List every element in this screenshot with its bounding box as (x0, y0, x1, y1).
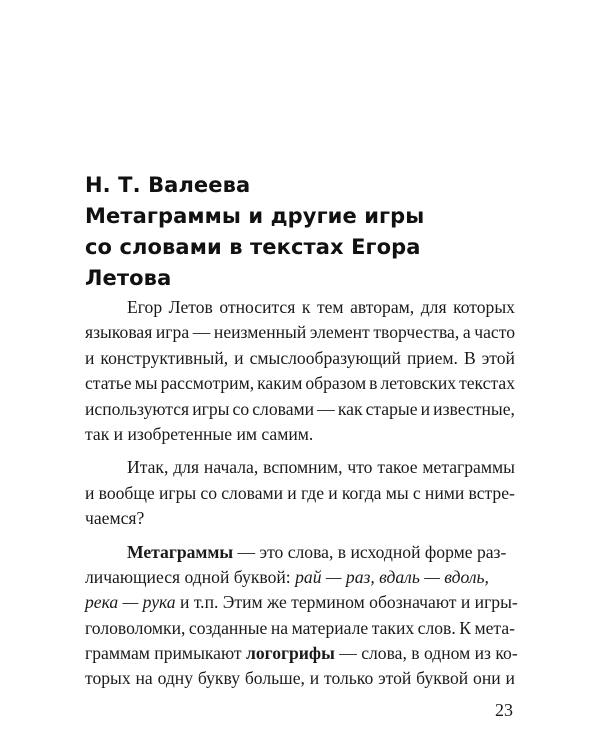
word: букву (197, 668, 240, 689)
text-span: граммам примыкают (85, 643, 246, 664)
paragraph (85, 295, 515, 447)
text-line (85, 641, 518, 666)
text-line (85, 481, 515, 506)
word: когда (341, 482, 382, 503)
word: созданные (188, 617, 268, 638)
word: буквой (416, 668, 469, 689)
article-heading (85, 170, 525, 294)
word: и (85, 482, 95, 503)
word: для (173, 457, 200, 478)
word: тем (316, 297, 344, 317)
word: и (85, 347, 95, 368)
text-line: так и изобретенные им самим. (85, 423, 314, 444)
word: одну (157, 668, 194, 689)
word: игры (192, 398, 230, 419)
word: этой (378, 668, 412, 689)
text-span: — это слова, в исходной форме раз- (233, 541, 507, 562)
text-line (85, 590, 518, 615)
term-logogriphs: логогрифы (245, 643, 335, 664)
text-line (85, 666, 515, 691)
word: таких (371, 617, 415, 638)
word: со (232, 398, 250, 419)
word: на (135, 668, 153, 689)
word: конструктивный, (100, 347, 229, 368)
text-span: личающиеся одной буквой: (85, 566, 296, 587)
text-line (85, 565, 515, 590)
word: метаграммы (422, 457, 515, 478)
word: и (328, 482, 338, 503)
text-line (85, 455, 515, 480)
word: слов. (417, 617, 456, 638)
word: языковая (85, 322, 153, 343)
word: а (462, 322, 471, 343)
word: с (412, 482, 421, 503)
word: как (337, 398, 363, 419)
page-number: 23 (495, 700, 513, 720)
word: и (309, 668, 320, 689)
text-line (85, 320, 515, 345)
word: встре- (468, 482, 515, 503)
article-body (85, 295, 518, 692)
text-span: — слова, в одном из ко- (334, 643, 518, 664)
text-line: чаемся? (85, 508, 145, 529)
word: текстах (459, 373, 515, 394)
word: где (300, 482, 325, 503)
paragraph (85, 540, 518, 692)
word: со (200, 482, 218, 503)
word: словами (252, 398, 315, 419)
word: статье (85, 373, 132, 394)
word: словами (221, 482, 284, 503)
word: каким (257, 373, 303, 394)
word: мы (134, 373, 158, 394)
word: в (369, 373, 378, 394)
paragraph (85, 455, 515, 531)
word: относится (219, 297, 296, 317)
word: прием. (406, 347, 458, 368)
article-title-line: Метаграммы и другие игры (85, 204, 425, 228)
term-metagrams: Метаграммы (127, 541, 234, 562)
example-words: река — рука (85, 592, 176, 613)
word: головоломки, (85, 617, 186, 638)
word: что (347, 457, 373, 478)
word: и (287, 482, 297, 503)
text-line (85, 616, 515, 641)
word: и (505, 668, 515, 689)
text-line (85, 295, 515, 320)
word: ними (424, 482, 465, 503)
word: рассмотрим, (160, 373, 255, 394)
word: К (459, 617, 471, 638)
word: В (463, 347, 476, 368)
word: и (420, 398, 431, 419)
word: старые (365, 398, 418, 419)
word: материале (291, 617, 369, 638)
word: вообще (98, 482, 155, 503)
word: мета- (474, 617, 515, 638)
text-line (85, 346, 515, 371)
word: Летов (168, 297, 213, 317)
word: этой (481, 347, 515, 368)
word: Итак, (127, 457, 169, 478)
word: начала, (203, 457, 259, 478)
word: — (192, 322, 211, 343)
word: авторам, (350, 297, 415, 317)
text-line (85, 371, 515, 396)
word: мы (385, 482, 409, 503)
word: смыслообразующий (249, 347, 401, 368)
word: торых (85, 668, 131, 689)
word: игры (158, 482, 197, 503)
word: для (420, 297, 447, 317)
example-words: рай — раз, вдаль — вдоль, (295, 566, 489, 587)
word: игра (155, 322, 190, 343)
article-title-line: со словами в текстах Егора (85, 235, 421, 259)
word: они (473, 668, 501, 689)
word: только (323, 668, 374, 689)
word: творчества, (373, 322, 460, 343)
word: на (270, 617, 289, 638)
word: часто (474, 322, 515, 343)
word: которых (453, 297, 515, 317)
text-line (85, 540, 515, 565)
word: летовских (380, 373, 457, 394)
author-name: Н. Т. Валеева (85, 173, 251, 197)
text-span: и т.п. Этим же термином обозначают и игры- (175, 592, 518, 613)
text-line (85, 397, 515, 422)
word: и (234, 347, 244, 368)
word: используются (85, 398, 190, 419)
word: вспомним, (263, 457, 343, 478)
word: больше, (244, 668, 305, 689)
word: известные, (433, 398, 515, 419)
article-title-line: Летова (85, 266, 172, 290)
word: Егор (127, 297, 163, 317)
word: к (301, 297, 311, 317)
word: элемент (309, 322, 370, 343)
word: такое (377, 457, 418, 478)
word: образом (305, 373, 367, 394)
word: неизменный (213, 322, 307, 343)
word: — (317, 398, 335, 419)
